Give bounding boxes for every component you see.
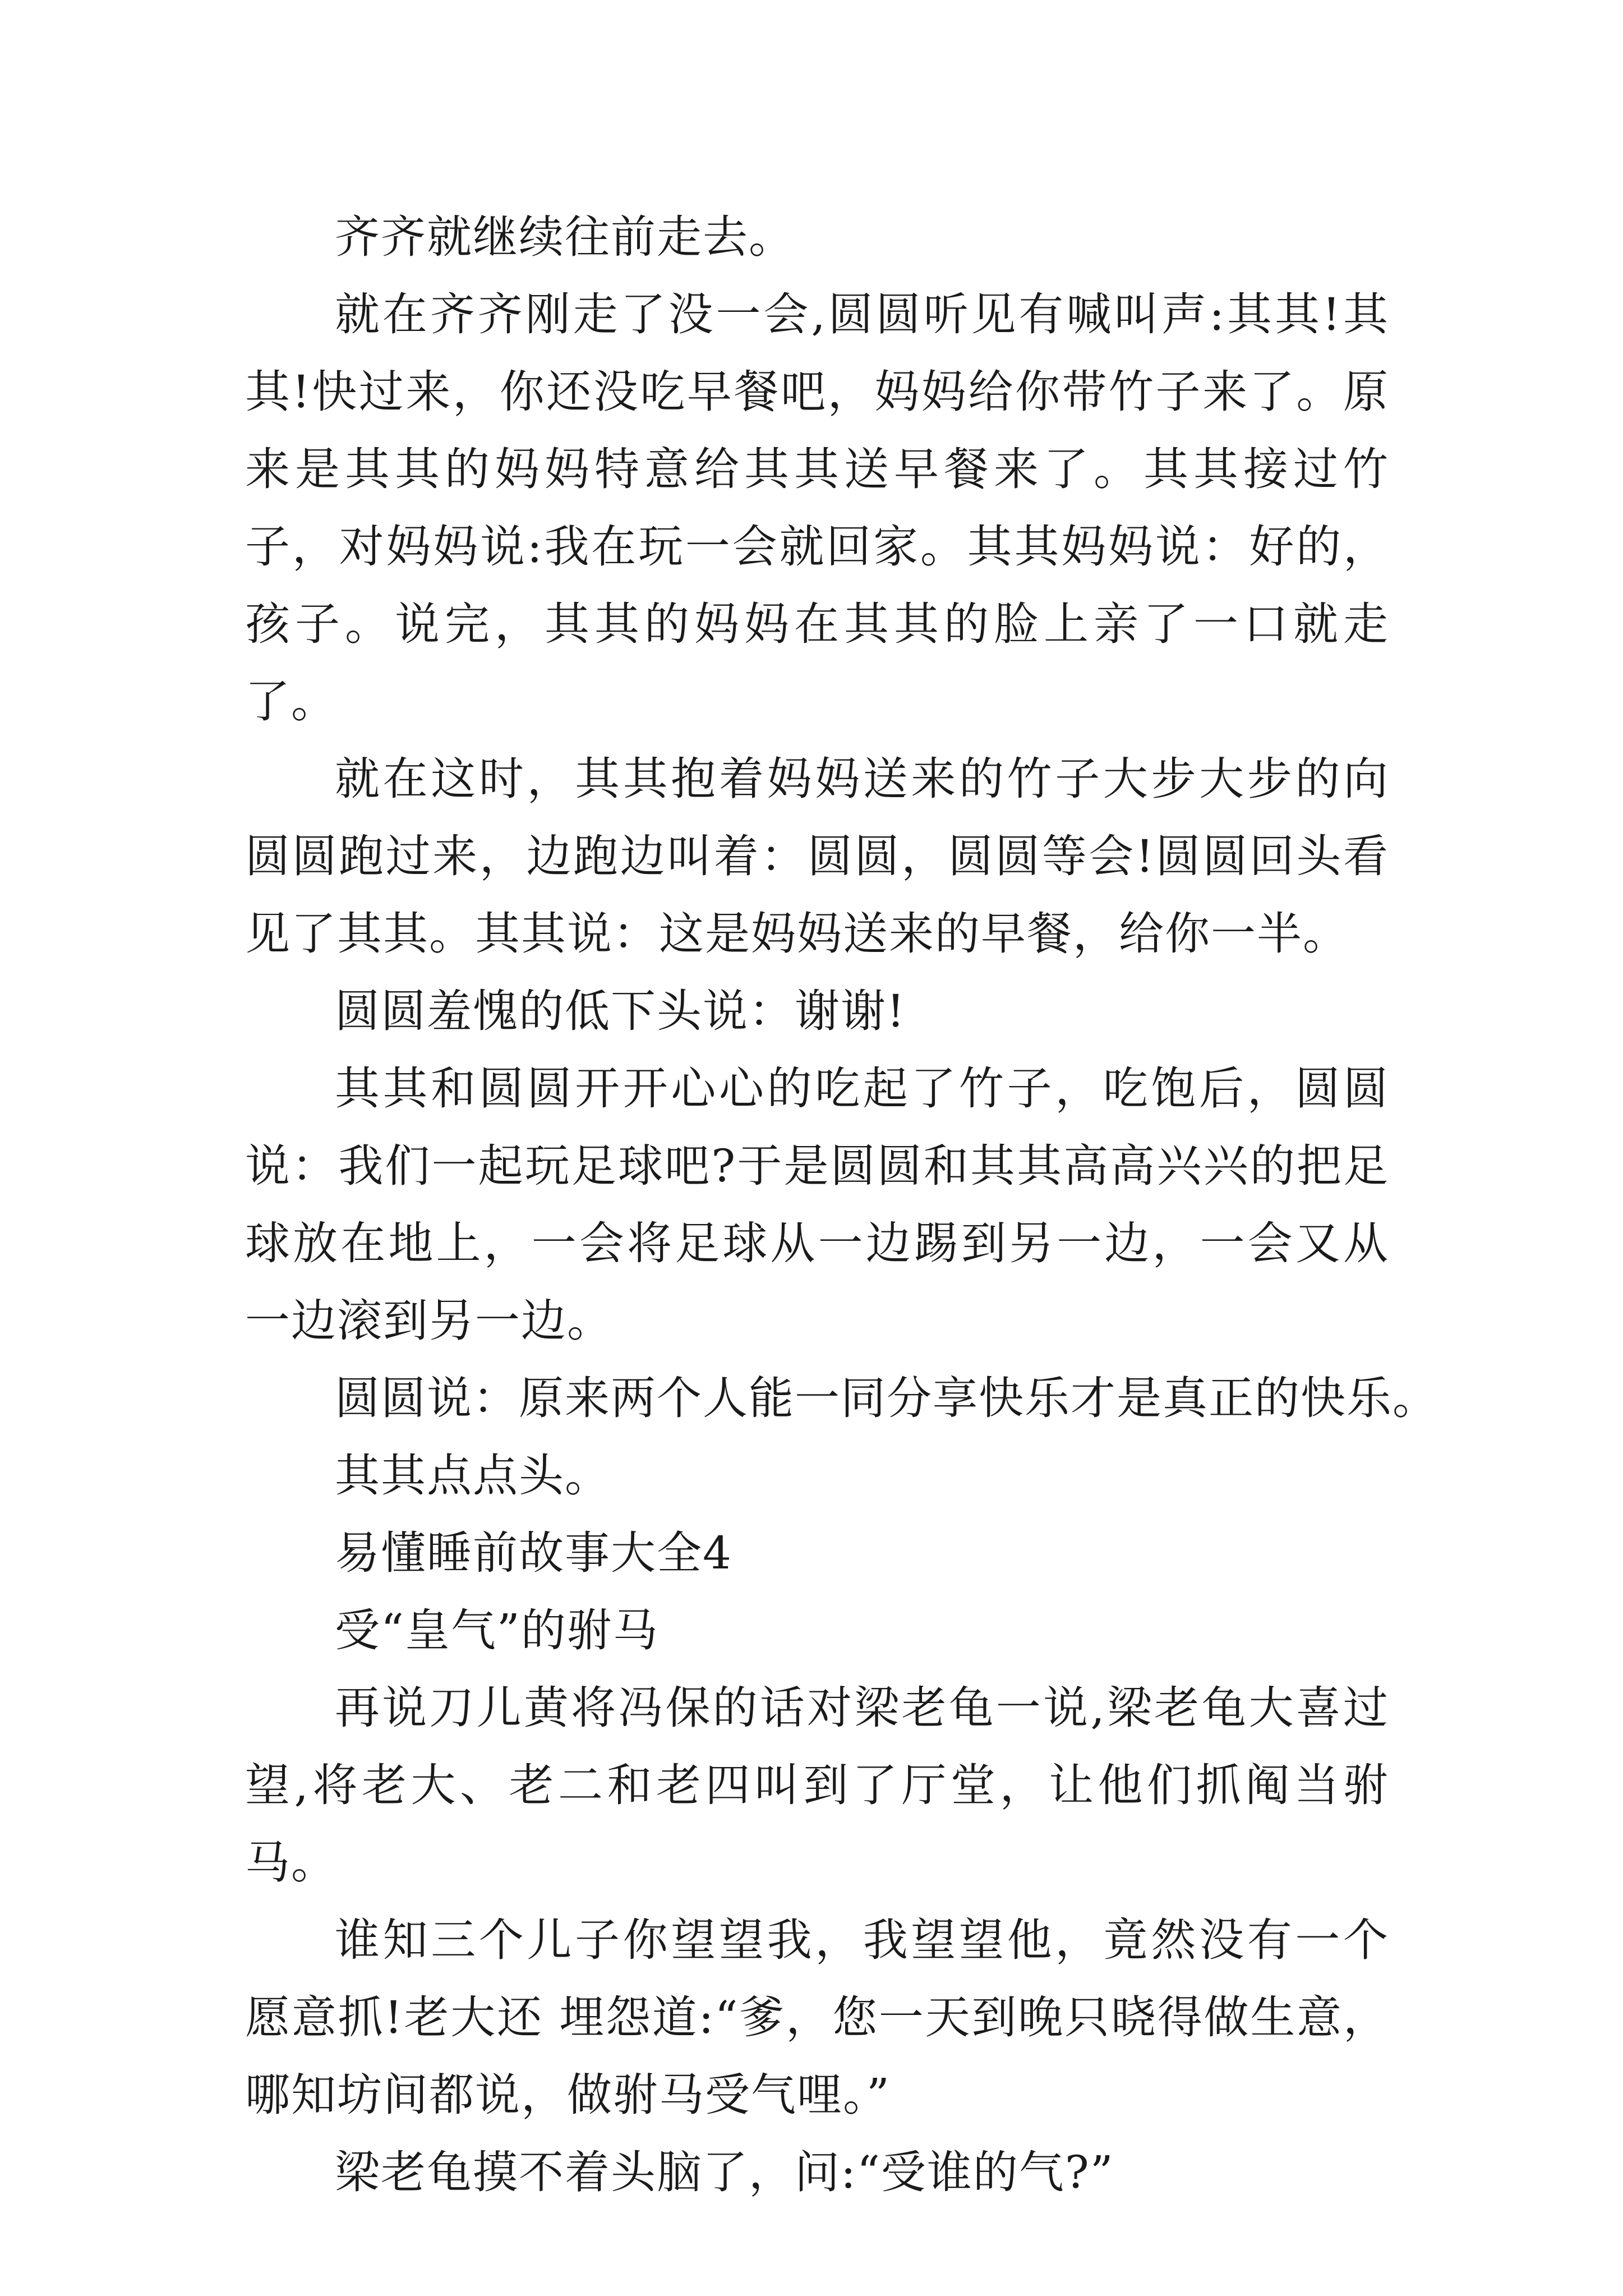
paragraph: 圆圆羞愧的低下头说：谢谢!: [335, 985, 906, 1037]
section-heading: 易懂睡前故事大全4: [335, 1527, 732, 1579]
paragraph: 就在这时，其其抱着妈妈送来的竹子大步大步的向圆圆跑过来，边跑边叫着：圆圆，圆圆等会!圆圆回头看见了其其。其其说：这是妈妈送来的早餐，给你一半。: [245, 753, 1389, 960]
paragraph: 其其点点头。: [335, 1450, 611, 1502]
paragraph: 就在齐齐刚走了没一会,圆圆听见有喊叫声:其其!其其!快过来，你还没吃早餐吧，妈妈给你带竹子来了。原来是其其的妈妈特意给其其送早餐来了。其其接过竹子，对妈妈说:我在玩一会就回家。其其妈妈说：好的，孩子。说完，其其的妈妈在其其的脸上亲了一口就走了。: [245, 288, 1389, 728]
paragraph: 其其和圆圆开开心心的吃起了竹子，吃饱后，圆圆说：我们一起玩足球吧?于是圆圆和其其高高兴兴的把足球放在地上，一会将足球从一边踢到另一边，一会又从一边滚到另一边。: [245, 1062, 1389, 1347]
paragraph: 谁知三个儿子你望望我，我望望他，竟然没有一个愿意抓!老大还 埋怨道:“爹，您一天到晚只晓得做生意，哪知坊间都说，做驸马受气哩。”: [245, 1914, 1389, 2121]
paragraph: 再说刀儿黄将冯保的话对梁老龟一说,梁老龟大喜过望,将老大、老二和老四叫到了厅堂，让他们抓阄当驸马。: [245, 1682, 1389, 1889]
story-title: 受“皇气”的驸马: [335, 1604, 659, 1657]
paragraph: 齐齐就继续往前走去。: [335, 211, 795, 263]
paragraph: 圆圆说：原来两个人能一同分享快乐才是真正的快乐。: [335, 1372, 1438, 1424]
paragraph: 梁老龟摸不着头脑了，问:“受谁的气?”: [335, 2146, 1114, 2198]
document-body: [245, 199, 1438, 2211]
